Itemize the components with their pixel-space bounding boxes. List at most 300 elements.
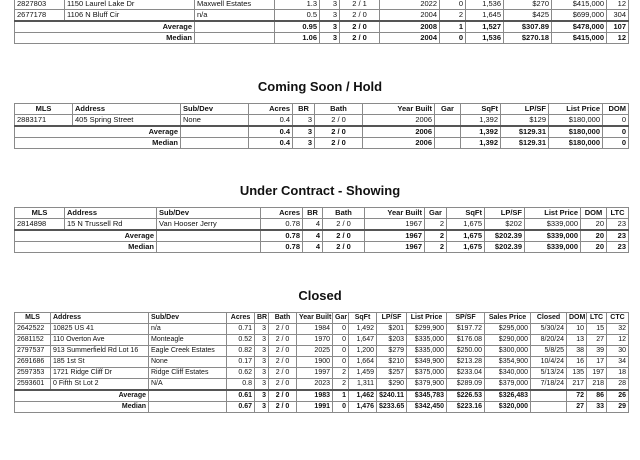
year-cell: 1900 xyxy=(297,357,333,368)
br-cell: 3 xyxy=(293,138,315,149)
gar-cell: 2 xyxy=(333,379,349,391)
col-header-mls: MLS xyxy=(15,208,65,219)
bath-cell: 2 / 0 xyxy=(269,368,297,379)
subdiv-cell: None xyxy=(149,357,227,368)
col-header-mls: MLS xyxy=(15,313,51,324)
col-header-subdiv: Sub/Dev xyxy=(149,313,227,324)
ctc-cell: 34 xyxy=(607,357,629,368)
br-cell: 3 xyxy=(320,33,340,44)
mls-cell: 2827803 xyxy=(15,0,65,10)
subdiv-cell: n/a xyxy=(149,324,227,335)
lpsf-cell: $129 xyxy=(501,115,549,127)
acres-cell: 0.95 xyxy=(275,21,320,33)
empty-cell xyxy=(435,126,461,138)
br-cell: 3 xyxy=(255,335,269,346)
year-cell: 1997 xyxy=(297,368,333,379)
ctc-cell: 12 xyxy=(607,335,629,346)
year-cell: 2008 xyxy=(380,21,440,33)
col-header-gar: Gar xyxy=(435,104,461,115)
listprice-cell: $345,783 xyxy=(407,390,447,402)
dom-cell: 38 xyxy=(567,346,587,357)
br-cell: 3 xyxy=(255,402,269,413)
gar-cell: 0 xyxy=(333,324,349,335)
empty-cell xyxy=(157,242,261,253)
lpsf-cell: $202.39 xyxy=(485,230,525,242)
address-cell: 1150 Laurel Lake Dr xyxy=(65,0,195,10)
sqft-cell: 1,392 xyxy=(461,126,501,138)
col-header-br: BR xyxy=(255,313,269,324)
listprice-cell: $335,000 xyxy=(407,335,447,346)
empty-cell xyxy=(181,138,249,149)
col-header-address: Address xyxy=(51,313,149,324)
gar-cell: 2 xyxy=(333,368,349,379)
col-header-acres: Acres xyxy=(227,313,255,324)
gar-cell: 1 xyxy=(440,21,466,33)
col-header-bath: Bath xyxy=(315,104,363,115)
dom-cell: 304 xyxy=(607,10,629,22)
dom-cell: 12 xyxy=(607,0,629,10)
bath-cell: 2 / 0 xyxy=(269,357,297,368)
lpsf-cell: $210 xyxy=(377,357,407,368)
table-row xyxy=(15,10,629,22)
table-row xyxy=(15,379,629,391)
mls-cell: 2597353 xyxy=(15,368,51,379)
lpsf-cell: $279 xyxy=(377,346,407,357)
br-cell: 3 xyxy=(320,0,340,10)
coming-soon-table xyxy=(14,103,629,149)
col-header-year: Year Built xyxy=(363,104,435,115)
acres-cell: 0.82 xyxy=(227,346,255,357)
dom-cell: 0 xyxy=(603,138,629,149)
table-row xyxy=(15,357,629,368)
mls-cell: 2677178 xyxy=(15,10,65,22)
col-header-sqft: SqFt xyxy=(461,104,501,115)
year-cell: 1984 xyxy=(297,324,333,335)
empty-cell xyxy=(195,21,275,33)
acres-cell: 0.78 xyxy=(261,230,303,242)
sqft-cell: 1,675 xyxy=(447,219,485,231)
sqft-cell: 1,645 xyxy=(466,10,504,22)
mls-cell: 2642522 xyxy=(15,324,51,335)
lpsf-cell: $307.89 xyxy=(504,21,552,33)
lpsf-cell: $270.18 xyxy=(504,33,552,44)
acres-cell: 0.78 xyxy=(261,242,303,253)
table-row xyxy=(15,115,629,127)
col-header-sqft: SqFt xyxy=(349,313,377,324)
sqft-cell: 1,675 xyxy=(447,230,485,242)
col-header-dom: DOM xyxy=(603,104,629,115)
col-header-mls: MLS xyxy=(15,104,73,115)
spsf-cell: $213.28 xyxy=(447,357,485,368)
year-cell: 1967 xyxy=(365,219,425,231)
listprice-cell: $299,900 xyxy=(407,324,447,335)
gar-cell: 0 xyxy=(333,357,349,368)
col-header-ctc: CTC xyxy=(607,313,629,324)
acres-cell: 0.4 xyxy=(249,115,293,127)
acres-cell: 0.5 xyxy=(275,10,320,22)
closed-date-cell: 5/8/25 xyxy=(531,346,567,357)
ltc-cell: 23 xyxy=(607,219,629,231)
average-row xyxy=(15,230,629,242)
gar-cell: 2 xyxy=(425,219,447,231)
mls-cell: 2593601 xyxy=(15,379,51,391)
bath-cell: 2 / 0 xyxy=(269,379,297,391)
empty-cell xyxy=(435,138,461,149)
average-row xyxy=(15,390,629,402)
salesprice-cell: $300,000 xyxy=(485,346,531,357)
col-header-dom: DOM xyxy=(567,313,587,324)
col-header-bath: Bath xyxy=(323,208,365,219)
lpsf-cell: $203 xyxy=(377,335,407,346)
spsf-cell: $226.53 xyxy=(447,390,485,402)
listprice-cell: $180,000 xyxy=(549,115,603,127)
col-header-gar: Gar xyxy=(425,208,447,219)
empty-cell xyxy=(157,230,261,242)
listprice-cell: $478,000 xyxy=(552,21,607,33)
table-row xyxy=(15,368,629,379)
address-cell: 15 N Trussell Rd xyxy=(65,219,157,231)
address-cell: 1721 Ridge Cliff Dr xyxy=(51,368,149,379)
salesprice-cell: $340,000 xyxy=(485,368,531,379)
spsf-cell: $250.00 xyxy=(447,346,485,357)
ctc-cell: 26 xyxy=(607,390,629,402)
col-header-bath: Bath xyxy=(269,313,297,324)
listprice-cell: $379,900 xyxy=(407,379,447,391)
mls-cell: 2814898 xyxy=(15,219,65,231)
dom-cell: 0 xyxy=(603,126,629,138)
closed-table xyxy=(14,312,629,413)
closed-date-cell xyxy=(531,390,567,402)
col-header-ltc: LTC xyxy=(587,313,607,324)
median-label: Median xyxy=(15,242,157,253)
salesprice-cell: $290,000 xyxy=(485,335,531,346)
closed-date-cell: 5/30/24 xyxy=(531,324,567,335)
spsf-cell: $233.04 xyxy=(447,368,485,379)
ctc-cell: 29 xyxy=(607,402,629,413)
gar-cell: 0 xyxy=(333,402,349,413)
closed-title: Closed xyxy=(298,288,342,303)
col-header-listprice: List Price xyxy=(407,313,447,324)
br-cell: 4 xyxy=(303,219,323,231)
mls-cell: 2681152 xyxy=(15,335,51,346)
gar-cell: 1 xyxy=(333,390,349,402)
listprice-cell: $339,000 xyxy=(525,242,581,253)
br-cell: 3 xyxy=(255,379,269,391)
listprice-cell: $339,000 xyxy=(525,219,581,231)
subdiv-cell: Ridge Cliff Estates xyxy=(149,368,227,379)
lpsf-cell: $425 xyxy=(504,10,552,22)
sqft-cell: 1,675 xyxy=(447,242,485,253)
listprice-cell: $339,000 xyxy=(525,230,581,242)
col-header-address: Address xyxy=(73,104,181,115)
listprice-cell: $415,000 xyxy=(552,33,607,44)
average-label: Average xyxy=(15,390,149,402)
bath-cell: 2 / 0 xyxy=(323,230,365,242)
sqft-cell: 1,664 xyxy=(349,357,377,368)
closed-date-cell: 5/13/24 xyxy=(531,368,567,379)
year-cell: 2023 xyxy=(297,379,333,391)
ltc-cell: 23 xyxy=(607,230,629,242)
table-row xyxy=(15,324,629,335)
median-row xyxy=(15,402,629,413)
median-row xyxy=(15,242,629,253)
lpsf-cell: $270 xyxy=(504,0,552,10)
lpsf-cell: $201 xyxy=(377,324,407,335)
closed-date-cell: 7/18/24 xyxy=(531,379,567,391)
year-cell: 2004 xyxy=(380,10,440,22)
acres-cell: 1.06 xyxy=(275,33,320,44)
acres-cell: 0.61 xyxy=(227,390,255,402)
header-row xyxy=(15,104,629,115)
listprice-cell: $180,000 xyxy=(549,138,603,149)
lpsf-cell: $240.11 xyxy=(377,390,407,402)
col-header-year: Year Built xyxy=(297,313,333,324)
empty-cell xyxy=(181,126,249,138)
col-header-subdiv: Sub/Dev xyxy=(181,104,249,115)
under-contract-title: Under Contract - Showing xyxy=(239,183,401,198)
listprice-cell: $335,000 xyxy=(407,346,447,357)
address-cell: 185 1st St xyxy=(51,357,149,368)
col-header-ltc: LTC xyxy=(607,208,629,219)
subdiv-cell: Eagle Creek Estates xyxy=(149,346,227,357)
bath-cell: 2 / 0 xyxy=(340,21,380,33)
salesprice-cell: $379,000 xyxy=(485,379,531,391)
br-cell: 3 xyxy=(320,21,340,33)
acres-cell: 0.4 xyxy=(249,126,293,138)
col-header-closed: Closed xyxy=(531,313,567,324)
address-cell: 405 Spring Street xyxy=(73,115,181,127)
sqft-cell: 1,536 xyxy=(466,33,504,44)
median-label: Median xyxy=(15,33,195,44)
col-header-lpsf: LP/SF xyxy=(377,313,407,324)
acres-cell: 0.52 xyxy=(227,335,255,346)
br-cell: 3 xyxy=(293,115,315,127)
subdiv-cell: None xyxy=(181,115,249,127)
empty-cell xyxy=(149,402,227,413)
bath-cell: 2 / 0 xyxy=(269,335,297,346)
subdiv-cell: N/A xyxy=(149,379,227,391)
empty-cell xyxy=(195,33,275,44)
lpsf-cell: $257 xyxy=(377,368,407,379)
ctc-cell: 28 xyxy=(607,379,629,391)
dom-cell: 16 xyxy=(567,357,587,368)
bath-cell: 2 / 0 xyxy=(269,402,297,413)
ltc-cell: 17 xyxy=(587,357,607,368)
subdiv-cell: n/a xyxy=(195,10,275,22)
col-header-acres: Acres xyxy=(261,208,303,219)
sqft-cell: 1,200 xyxy=(349,346,377,357)
average-label: Average xyxy=(15,230,157,242)
active-table xyxy=(14,0,629,44)
br-cell: 4 xyxy=(303,242,323,253)
br-cell: 3 xyxy=(255,390,269,402)
sqft-cell: 1,492 xyxy=(349,324,377,335)
dom-cell: 0 xyxy=(603,115,629,127)
address-cell: 913 Summerfield Rd Lot 16 xyxy=(51,346,149,357)
bath-cell: 2 / 0 xyxy=(315,115,363,127)
salesprice-cell: $295,000 xyxy=(485,324,531,335)
table-row xyxy=(15,346,629,357)
ctc-cell: 32 xyxy=(607,324,629,335)
col-header-listprice: List Price xyxy=(549,104,603,115)
listprice-cell: $342,450 xyxy=(407,402,447,413)
bath-cell: 2 / 0 xyxy=(269,346,297,357)
acres-cell: 0.4 xyxy=(249,138,293,149)
gar-cell: 0 xyxy=(333,346,349,357)
median-row xyxy=(15,138,629,149)
header-row xyxy=(15,313,629,324)
sqft-cell: 1,311 xyxy=(349,379,377,391)
ltc-cell: 86 xyxy=(587,390,607,402)
year-cell: 2006 xyxy=(363,126,435,138)
spsf-cell: $289.09 xyxy=(447,379,485,391)
sqft-cell: 1,527 xyxy=(466,21,504,33)
acres-cell: 0.8 xyxy=(227,379,255,391)
lpsf-cell: $129.31 xyxy=(501,126,549,138)
bath-cell: 2 / 1 xyxy=(340,0,380,10)
col-header-sqft: SqFt xyxy=(447,208,485,219)
spsf-cell: $176.08 xyxy=(447,335,485,346)
listprice-cell: $699,000 xyxy=(552,10,607,22)
col-header-subdiv: Sub/Dev xyxy=(157,208,261,219)
under-contract-table xyxy=(14,207,629,253)
subdiv-cell: Van Hooser Jerry xyxy=(157,219,261,231)
lpsf-cell: $233.65 xyxy=(377,402,407,413)
closed-date-cell: 10/4/24 xyxy=(531,357,567,368)
year-cell: 2006 xyxy=(363,138,435,149)
listprice-cell: $375,000 xyxy=(407,368,447,379)
dom-cell: 72 xyxy=(567,390,587,402)
spsf-cell: $223.16 xyxy=(447,402,485,413)
mls-cell: 2691686 xyxy=(15,357,51,368)
year-cell: 1970 xyxy=(297,335,333,346)
acres-cell: 0.67 xyxy=(227,402,255,413)
col-header-listprice: List Price xyxy=(525,208,581,219)
sqft-cell: 1,459 xyxy=(349,368,377,379)
spsf-cell: $197.72 xyxy=(447,324,485,335)
address-cell: 1106 N Bluff Cir xyxy=(65,10,195,22)
dom-cell: 107 xyxy=(607,21,629,33)
sqft-cell: 1,392 xyxy=(461,115,501,127)
br-cell: 3 xyxy=(255,368,269,379)
empty-cell xyxy=(149,390,227,402)
dom-cell: 217 xyxy=(567,379,587,391)
year-cell: 1983 xyxy=(297,390,333,402)
bath-cell: 2 / 0 xyxy=(269,324,297,335)
bath-cell: 2 / 0 xyxy=(340,33,380,44)
col-header-br: BR xyxy=(303,208,323,219)
gar-cell: 2 xyxy=(440,10,466,22)
ltc-cell: 27 xyxy=(587,335,607,346)
dom-cell: 13 xyxy=(567,335,587,346)
coming-soon-title: Coming Soon / Hold xyxy=(257,79,383,94)
year-cell: 1991 xyxy=(297,402,333,413)
gar-cell: 0 xyxy=(440,0,466,10)
salesprice-cell: $354,900 xyxy=(485,357,531,368)
table-row xyxy=(15,0,629,10)
mls-cell: 2883171 xyxy=(15,115,73,127)
col-header-lpsf: LP/SF xyxy=(501,104,549,115)
br-cell: 3 xyxy=(293,126,315,138)
col-header-br: BR xyxy=(293,104,315,115)
gar-cell: 0 xyxy=(333,335,349,346)
listprice-cell: $180,000 xyxy=(549,126,603,138)
bath-cell: 2 / 0 xyxy=(323,219,365,231)
gar-cell xyxy=(435,115,461,127)
dom-cell: 27 xyxy=(567,402,587,413)
ltc-cell: 33 xyxy=(587,402,607,413)
median-label: Median xyxy=(15,402,149,413)
closed-rows xyxy=(15,324,629,391)
ltc-cell: 218 xyxy=(587,379,607,391)
ctc-cell: 18 xyxy=(607,368,629,379)
col-header-salesprice: Sales Price xyxy=(485,313,531,324)
address-cell: 110 Overton Ave xyxy=(51,335,149,346)
dom-cell: 135 xyxy=(567,368,587,379)
average-row xyxy=(15,21,629,33)
salesprice-cell: $320,000 xyxy=(485,402,531,413)
lpsf-cell: $290 xyxy=(377,379,407,391)
bath-cell: 2 / 0 xyxy=(323,242,365,253)
dom-cell: 10 xyxy=(567,324,587,335)
dom-cell: 20 xyxy=(581,219,607,231)
ltc-cell: 39 xyxy=(587,346,607,357)
ltc-cell: 15 xyxy=(587,324,607,335)
br-cell: 3 xyxy=(255,346,269,357)
br-cell: 3 xyxy=(255,357,269,368)
dom-cell: 12 xyxy=(607,33,629,44)
mls-cell: 2797537 xyxy=(15,346,51,357)
bath-cell: 2 / 0 xyxy=(315,126,363,138)
subdiv-cell: Maxwell Estates xyxy=(195,0,275,10)
median-label: Median xyxy=(15,138,181,149)
address-cell: 10825 US 41 xyxy=(51,324,149,335)
bath-cell: 2 / 0 xyxy=(269,390,297,402)
acres-cell: 1.3 xyxy=(275,0,320,10)
table-row xyxy=(15,219,629,231)
col-header-year: Year Built xyxy=(365,208,425,219)
gar-cell: 2 xyxy=(425,242,447,253)
listprice-cell: $415,000 xyxy=(552,0,607,10)
dom-cell: 20 xyxy=(581,230,607,242)
average-row xyxy=(15,126,629,138)
year-cell: 2025 xyxy=(297,346,333,357)
closed-date-cell xyxy=(531,402,567,413)
average-label: Average xyxy=(15,21,195,33)
acres-cell: 0.62 xyxy=(227,368,255,379)
lpsf-cell: $129.31 xyxy=(501,138,549,149)
year-cell: 1967 xyxy=(365,242,425,253)
table-row xyxy=(15,335,629,346)
col-header-spsf: SP/SF xyxy=(447,313,485,324)
br-cell: 3 xyxy=(320,10,340,22)
lpsf-cell: $202 xyxy=(485,219,525,231)
col-header-gar: Gar xyxy=(333,313,349,324)
year-cell: 2022 xyxy=(380,0,440,10)
year-cell: 2004 xyxy=(380,33,440,44)
bath-cell: 2 / 0 xyxy=(340,10,380,22)
sqft-cell: 1,392 xyxy=(461,138,501,149)
header-row xyxy=(15,208,629,219)
br-cell: 4 xyxy=(303,230,323,242)
average-label: Average xyxy=(15,126,181,138)
ctc-cell: 30 xyxy=(607,346,629,357)
col-header-lpsf: LP/SF xyxy=(485,208,525,219)
year-cell: 2006 xyxy=(363,115,435,127)
col-header-acres: Acres xyxy=(249,104,293,115)
acres-cell: 0.71 xyxy=(227,324,255,335)
dom-cell: 20 xyxy=(581,242,607,253)
